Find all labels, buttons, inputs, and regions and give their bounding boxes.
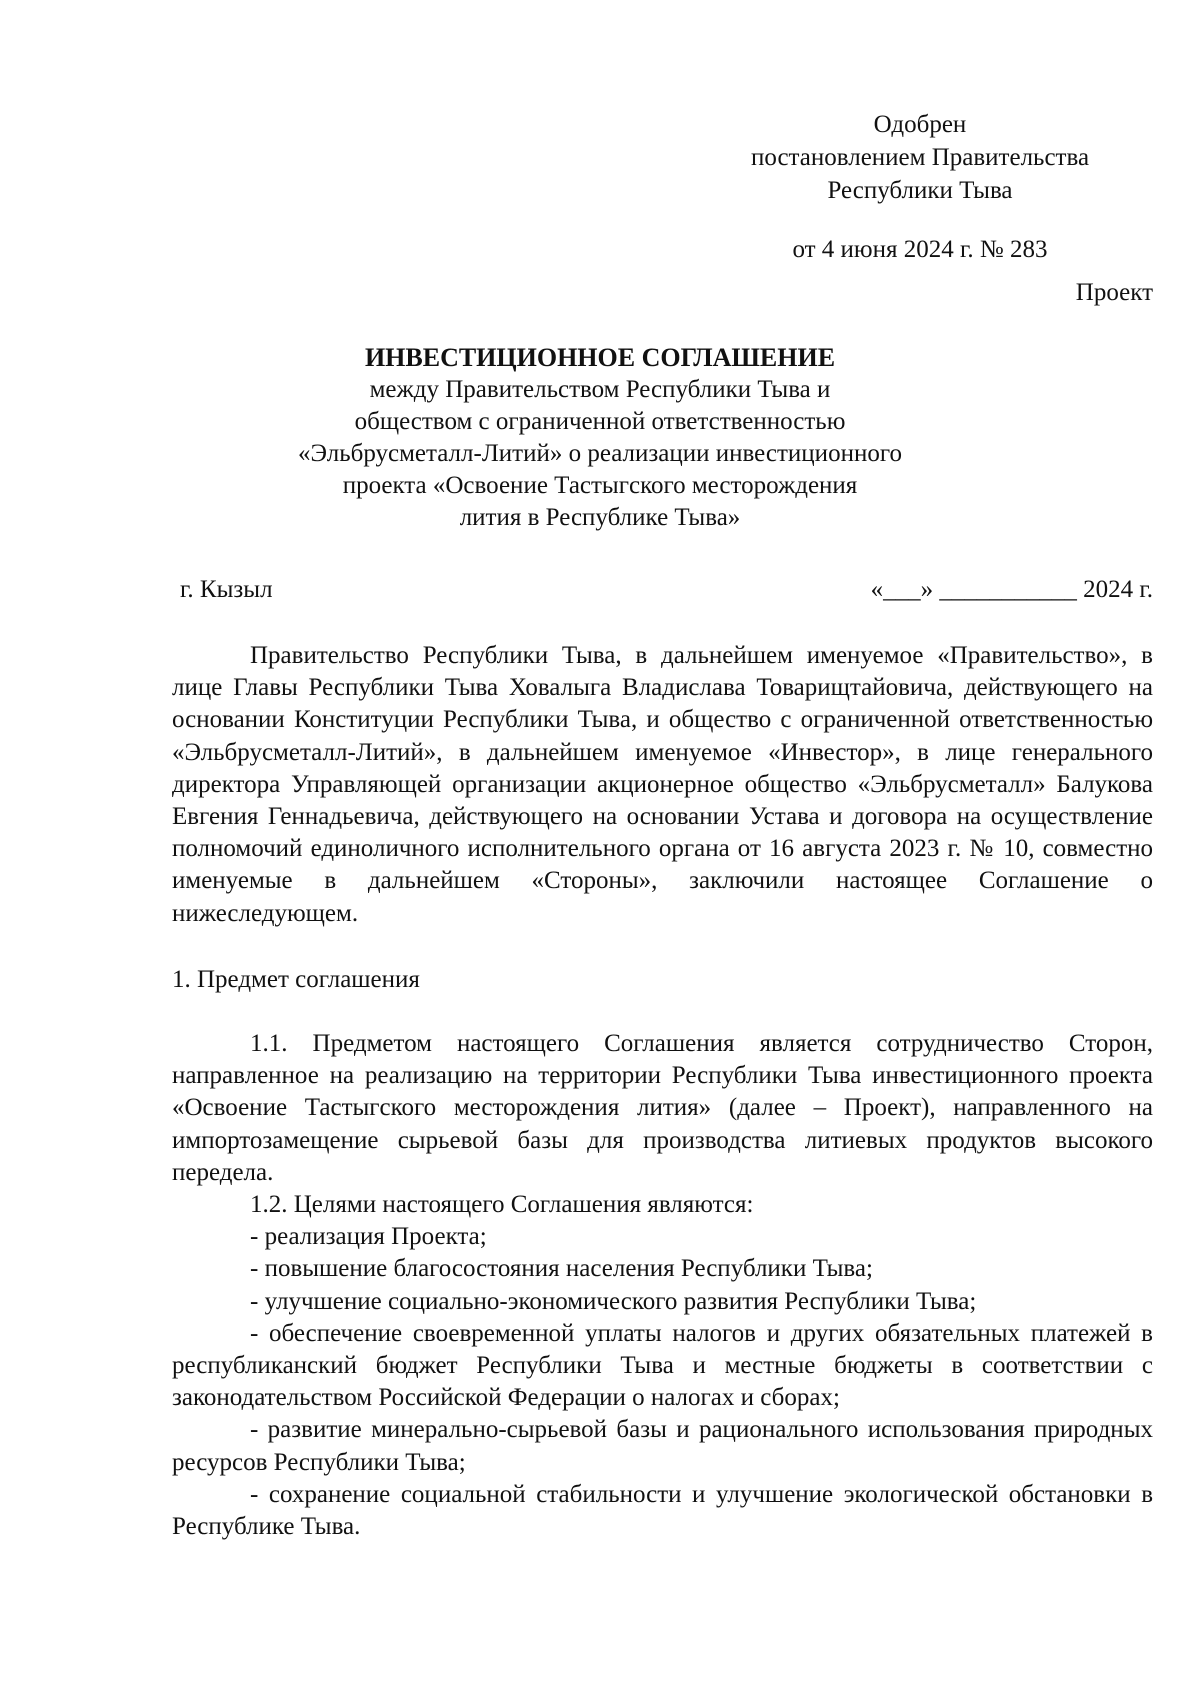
goal-list-item: - улучшение социально-экономического развития Республики Тыва; (250, 1287, 977, 1315)
approval-stamp-block (710, 108, 1130, 266)
paragraph-1-2: 1.2. Целями настоящего Соглашения являются: (250, 1191, 754, 1219)
city-date-row (180, 574, 1153, 606)
goal-list-item: - развитие минерально-сырьевой базы и рационального использования природных ресурсов Республики Тыва; (172, 1416, 1153, 1476)
agreement-heading: ИНВЕСТИЦИОННОЕ СОГЛАШЕНИЕ (364, 343, 836, 372)
goal-list-item: - сохранение социальной стабильности и улучшение экологической обстановки в Республике Тыва. (172, 1480, 1153, 1541)
project-mark: Проект (1075, 279, 1153, 306)
goal-list-item: - реализация Проекта; (250, 1223, 487, 1251)
date-placeholder: «___» ___________ 2024 г. (870, 576, 1153, 603)
approval-date-line: от 4 июня 2024 г. № 283 (792, 236, 1048, 263)
title-line: обществом с ограниченной ответственностью (354, 408, 846, 435)
title-line: между Правительством Республики Тыва и (369, 376, 831, 403)
title-line: «Эльбрусметалл-Литий» о реализации инвестиционного (298, 440, 902, 467)
city-name: г. Кызыл (180, 576, 273, 603)
title-line: лития в Республике Тыва» (459, 504, 741, 531)
section-1-title: 1. Предмет соглашения (172, 965, 420, 993)
approval-line-2: постановлением Правительства (750, 144, 1090, 171)
goal-list-item: - обеспечение своевременной уплаты налогов и других обязательных платежей в республиканский бюджет Республики Тыва и местные бюджеты в соответствии с законодательством Российской Федерации о налогах и сборах; (172, 1319, 1153, 1412)
preamble-paragraph: Правительство Республики Тыва, в дальнейшем именуемое «Правительство», в лице Главы Республики Тыва Ховалыга Владислава Товарищтайовича, действующего на основании Конституции Республики Тыва, и общество с ограниченной ответственностью «Эльбрусметалл-Литий», в дальнейшем именуемое «Инвестор», в лице генерального директора Управляющей организации акционерное общество «Эльбрусметалл» Балукова Евгения Геннадьевича, действующего на основании Устава и договора на осуществление полномочий единоличного исполнительного органа от 16 августа 2023 г. № 10, совместно именуемые в дальнейшем «Стороны», заключили настоящее Соглашение о нижеследующем. (172, 642, 1153, 927)
goal-list-item: - повышение благосостояния населения Республики Тыва; (250, 1255, 873, 1283)
approval-line-1: Одобрен (873, 111, 967, 138)
approval-line-3: Республики Тыва (827, 177, 1013, 204)
agreement-title-block (220, 342, 980, 534)
title-line: проекта «Освоение Тастыгского месторождения (342, 472, 858, 499)
paragraph-1-1: 1.1. Предметом настоящего Соглашения является сотрудничество Сторон, направленное на реализацию на территории Республики Тыва инвестиционного проекта «Освоение Тастыгского месторождения лития» (далее – Проект), направленного на импортозамещение сырьевой базы для производства литиевых продуктов высокого передела. (172, 1030, 1153, 1186)
document-body (172, 640, 1153, 1543)
